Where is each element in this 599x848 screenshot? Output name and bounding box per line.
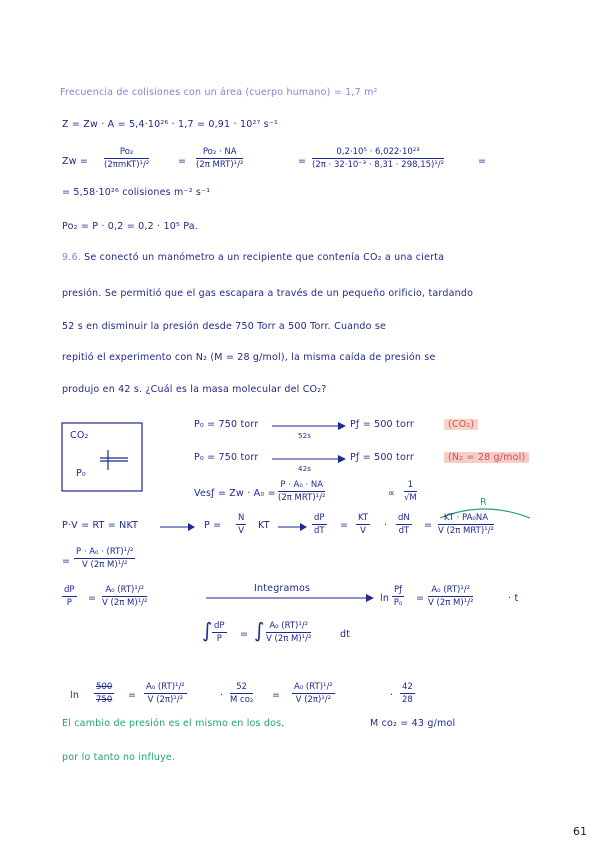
container-gas-label: CO₂ — [70, 430, 89, 441]
conclusion-line-1: El cambio de presión es el mismo en los dos, — [62, 718, 285, 729]
pv-lhs: P·V = RT = NKT — [62, 520, 139, 531]
co2-final-pressure: Pƒ = 500 torr — [350, 419, 415, 430]
pv-p: P = — [204, 520, 222, 531]
collision-area-line: Frecuencia de colisiones con un área (cuerpo humano) = 1,7 m² — [60, 87, 378, 98]
equals-sign: = — [478, 156, 487, 167]
equals-sign: = — [424, 520, 433, 531]
int-dp-over-p: $\frac{dP}{P}$ — [214, 621, 225, 644]
zw-result: = 5,58·10²⁶ colisiones m⁻² s⁻¹ — [62, 187, 211, 198]
co2-rate-fraction: $\frac{\text{A₀ (RT)¹/²}}{\text{V (2π)¹/²}}$ — [146, 682, 185, 705]
dt-label: dt — [340, 629, 351, 640]
z-equation: Z = Zw · A = 5,4·10²⁶ · 1,7 = 0,91 · 10²⁷ s⁻¹ — [62, 119, 279, 130]
po2-equation: Po₂ = P · 0,2 = 0,2 · 10⁵ Pa. — [62, 221, 198, 232]
n2-tag: (N₂ = 28 g/mol) — [444, 452, 529, 463]
r-annotation: R — [480, 497, 487, 508]
dp-over-dt: $\frac{dP}{dT}$ — [313, 513, 325, 536]
n2-final-pressure: Pƒ = 500 torr — [350, 452, 415, 463]
zw-fraction-3: $\frac{\text{0,2·10⁵ · 6,022·10²³}}{\text{(2π · 32·10⁻³ · 8,31 · 298,15)¹/²}}$ — [312, 147, 445, 170]
problem-line-2: presión. Se permitió que el gas escapara a través de un pequeño orificio, tardando — [62, 288, 474, 299]
arrow-icon — [272, 453, 348, 465]
int-rate-fraction: $\frac{\text{A₀ (RT)¹/²}}{\text{V (2π M)¹/²}}$ — [266, 621, 312, 644]
arrow-icon — [206, 592, 376, 604]
n2-rate-fraction: $\frac{\text{A₀ (RT)¹/²}}{\text{V (2π)¹/²}}$ — [294, 682, 333, 705]
zw-fraction-1: Po₂ (2πmKT)¹/² — [104, 147, 150, 170]
inv-sqrt-m-fraction: $\frac{1}{√M}$ — [404, 480, 417, 503]
final-derivative-fraction: KT · PA₀NA V (2π MRT)¹/² — [438, 513, 494, 536]
arrow-icon — [278, 521, 308, 533]
ln-lhs: ln — [380, 593, 390, 604]
ln-rate-fraction: $\frac{\text{A₀ (RT)¹/²}}{\text{V (2π M)¹/²}}$ — [428, 585, 474, 608]
problem-statement: 9.6. Se conectó un manómetro a un recipiente que contenía CO₂ a una cierta — [62, 252, 445, 263]
equals-sign: = — [272, 690, 281, 701]
dot: · — [220, 690, 224, 701]
problem-line-4: repitió el experimento con N₂ (M = 28 g/mol), la misma caída de presión se — [62, 352, 436, 363]
rate-fraction: $\frac{\text{A₀ (RT)¹/²}}{\text{V (2π M)¹/²}}$ — [102, 585, 148, 608]
dot: · — [384, 520, 388, 531]
vesf-lhs: Vesƒ = Zw · A₀ = — [194, 488, 276, 499]
kt-over-v: $\frac{KT}{V}$ — [358, 513, 369, 536]
n-over-v: $\frac{N}{V}$ — [238, 513, 245, 536]
problem-line-5: produjo en 42 s. ¿Cuál es la masa molecular del CO₂? — [62, 384, 327, 395]
equals-sign: = — [416, 593, 425, 604]
co2-molar-mass-result: M co₂ = 43 g/mol — [370, 718, 456, 729]
dn-over-dt: $\frac{dN}{dT}$ — [398, 513, 410, 536]
equals-sign: = — [298, 156, 307, 167]
equals-sign: = — [240, 629, 249, 640]
co2-tag: (CO₂) — [444, 419, 478, 430]
n2-initial-pressure: P₀ = 750 torr — [194, 452, 259, 463]
simplified-fraction: $\frac{\text{P · A₀ · (RT)¹/²}}{\text{V (2π M)¹/²}}$ — [76, 547, 134, 570]
co2-initial-pressure: P₀ = 750 torr — [194, 419, 259, 430]
pressure-ratio: $\frac{500}{750}$ — [96, 682, 113, 705]
equals-sign: = — [128, 690, 137, 701]
dot: · — [390, 690, 394, 701]
co2-time: 52s — [298, 432, 312, 440]
equals-sign: = — [88, 593, 97, 604]
dp-over-p: $\frac{dP}{P}$ — [64, 585, 75, 608]
integrate-label: Integramos — [254, 583, 311, 594]
pf-over-p0: $\frac{Pƒ}{\text{P₀}}$ — [393, 585, 403, 608]
container-p0-label: P₀ — [76, 468, 86, 479]
arrow-icon — [160, 521, 196, 533]
problem-number: 9.6. — [62, 252, 81, 263]
equals-sign: = — [178, 156, 187, 167]
final-ln: ln — [70, 690, 80, 701]
integral-sign: ∫ — [202, 618, 213, 642]
page-number: 61 — [573, 825, 587, 838]
vesf-fraction: P · A₀ · NA (2π MRT)¹/² — [278, 480, 326, 503]
n2-time-mass: $\frac{42}{28}$ — [402, 682, 413, 705]
equals-sign: = — [340, 520, 349, 531]
times-t: · t — [508, 593, 519, 604]
n2-time: 42s — [298, 465, 312, 473]
proportional-sign: ∝ — [388, 488, 395, 499]
pv-kt: KT — [258, 520, 270, 531]
equals-sign: = — [62, 556, 71, 567]
zw-lhs: Zw = — [62, 156, 89, 167]
arrow-icon — [272, 420, 348, 432]
zw-fraction-2: Po₂ · NA (2π MRT)¹/² — [196, 147, 244, 170]
conclusion-line-2: por lo tanto no influye. — [62, 752, 176, 763]
co2-time-mass: $\frac{52}{\text{M co₂}}$ — [230, 682, 254, 705]
integral-sign: ∫ — [254, 618, 265, 642]
problem-line-3: 52 s en disminuir la presión desde 750 Torr a 500 Torr. Cuando se — [62, 321, 387, 332]
